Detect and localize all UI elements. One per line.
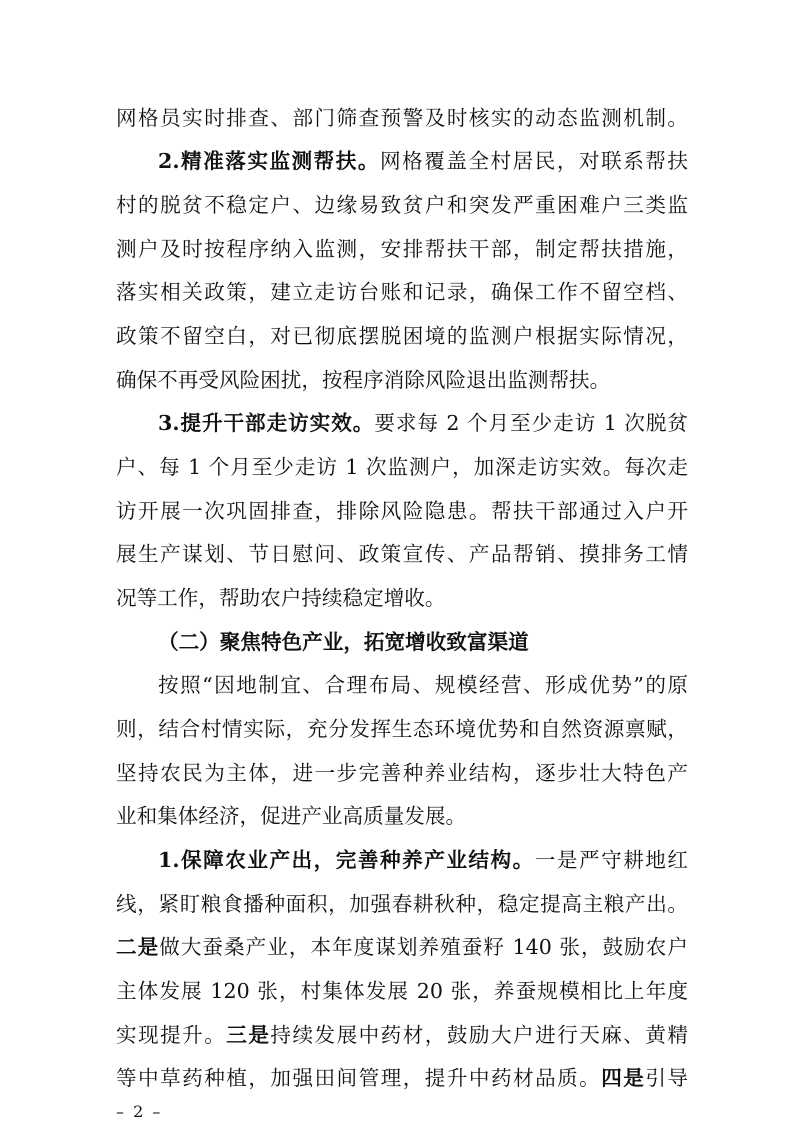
heading-2: 2.精准落实监测帮扶。 (158, 149, 380, 173)
body-line-20: 二是做大蚕桑产业，本年度谋划养殖蚕籽 140 张，鼓励农户 (116, 935, 688, 959)
body-line-9: 户、每 1 个月至少走访 1 次监测户，加深走访实效。每次走 (116, 455, 688, 479)
body-line-14: 按照“因地制宜、合理布局、规模经营、形成优势”的原 (158, 673, 688, 697)
heading-1: 1.保障农业产出，完善种养产业结构。 (158, 848, 535, 872)
body-line-6: 政策不留空白，对已彻底摆脱困境的监测户根据实际情况， (116, 324, 688, 348)
section-1-line-1: 1.保障农业产出，完善种养产业结构。一是严守耕地红 (158, 848, 688, 872)
body-line-10: 访开展一次巩固排查，排除风险隐患。帮扶干部通过入户开 (116, 499, 688, 523)
body-line-16: 坚持农民为主体，进一步完善种养业结构，逐步壮大特色产 (116, 761, 688, 785)
body-line-12: 况等工作，帮助农户持续稳定增收。 (116, 586, 446, 610)
page-number: – 2 – (116, 1102, 163, 1121)
body-line-4: 测户及时按程序纳入监测，安排帮扶干部，制定帮扶措施， (116, 237, 688, 261)
body-line-11: 展生产谋划、节日慰问、政策宣传、产品帮销、摸排务工情 (116, 542, 688, 566)
section-heading-2: （二）聚焦特色产业，拓宽增收致富渠道 (158, 630, 529, 654)
body-line-3: 村的脱贫不稳定户、边缘易致贫户和突发严重困难户三类监 (116, 193, 688, 217)
body-line-22: 实现提升。三是持续发展中药材，鼓励大户进行天麻、黄精 (116, 1023, 688, 1047)
section-3-line-1: 3.提升干部走访实效。要求每 2 个月至少走访 1 次脱贫 (158, 411, 688, 435)
body-line-1: 网格员实时排查、部门筛查预警及时核实的动态监测机制。 (116, 106, 688, 130)
body-line-15: 则，结合村情实际，充分发挥生态环境优势和自然资源禀赋， (116, 717, 688, 741)
body-line-5: 落实相关政策，建立走访台账和记录，确保工作不留空档、 (116, 280, 688, 304)
body-line-19: 线，紧盯粮食播种面积，加强春耕秋种，稳定提高主粮产出。 (116, 892, 688, 916)
body-line-7: 确保不再受风险困扰，按程序消除风险退出监测帮扶。 (116, 368, 611, 392)
body-line-17: 业和集体经济，促进产业高质量发展。 (116, 804, 467, 828)
body-line-23: 等中草药种植，加强田间管理，提升中药材品质。四是引导 (116, 1066, 688, 1090)
section-2-line-1: 2.精准落实监测帮扶。网格覆盖全村居民，对联系帮扶 (158, 149, 688, 173)
body-line-21: 主体发展 120 张，村集体发展 20 张，养蚕规模相比上年度 (116, 979, 688, 1003)
heading-3: 3.提升干部走访实效。 (158, 411, 375, 435)
